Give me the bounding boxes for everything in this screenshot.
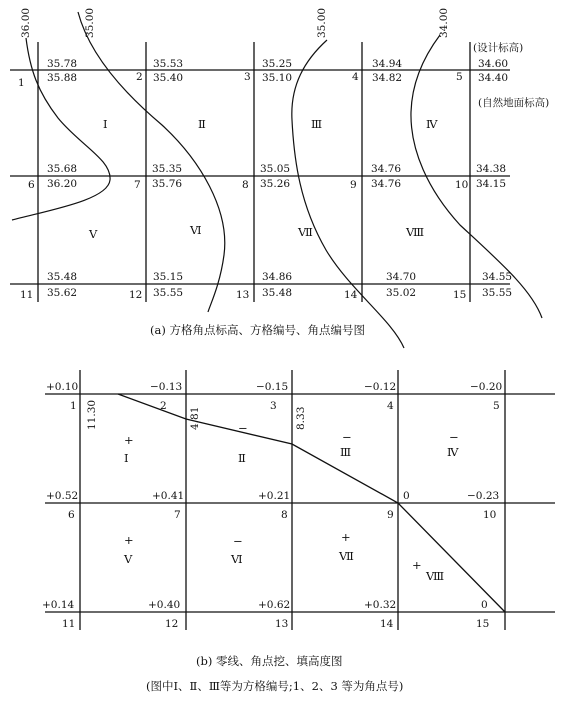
corner-height: −0.20 bbox=[470, 381, 503, 393]
corner-height: +0.40 bbox=[148, 599, 181, 611]
corner-number: 10 bbox=[455, 179, 469, 191]
contour-label: 36.00 bbox=[20, 7, 32, 38]
contour-label: 35.00 bbox=[84, 7, 96, 38]
corner-height: −0.23 bbox=[467, 490, 500, 502]
design-elevation: 35.48 bbox=[47, 271, 78, 283]
design-elevation: 34.76 bbox=[371, 163, 402, 175]
square-number: Ⅶ bbox=[298, 225, 313, 239]
corner-number: 10 bbox=[483, 509, 497, 521]
corner-number: 14 bbox=[380, 618, 394, 630]
corner-number: 2 bbox=[136, 71, 143, 83]
corner-number: 13 bbox=[236, 289, 250, 301]
corner-number: 2 bbox=[160, 400, 167, 412]
square-number: Ⅴ bbox=[89, 227, 98, 241]
square-number: Ⅰ bbox=[124, 451, 129, 465]
square-number: Ⅷ bbox=[426, 569, 445, 583]
corner-number: 13 bbox=[275, 618, 289, 630]
corner-number: 9 bbox=[387, 509, 394, 521]
natural-elevation: 35.88 bbox=[47, 72, 78, 84]
corner-number: 7 bbox=[174, 509, 181, 521]
design-elevation: 34.38 bbox=[476, 163, 507, 175]
corner-number: 4 bbox=[352, 71, 359, 83]
cut-fill-sign: + bbox=[124, 433, 134, 447]
contour-label: 34.00 bbox=[438, 7, 450, 38]
corner-height: +0.14 bbox=[42, 599, 75, 611]
corner-number: 6 bbox=[28, 179, 35, 191]
corner-height: +0.10 bbox=[46, 381, 79, 393]
cut-fill-sign: + bbox=[412, 558, 422, 572]
corner-height: +0.32 bbox=[364, 599, 397, 611]
square-number: Ⅰ bbox=[103, 117, 108, 131]
corner-number: 8 bbox=[242, 179, 249, 191]
natural-elevation: 34.40 bbox=[478, 72, 509, 84]
corner-number: 9 bbox=[350, 179, 357, 191]
corner-number: 3 bbox=[244, 71, 251, 83]
square-number: Ⅴ bbox=[124, 552, 133, 566]
design-elevation: 34.60 bbox=[478, 58, 509, 70]
corner-number: 1 bbox=[70, 400, 77, 412]
corner-height: +0.62 bbox=[258, 599, 291, 611]
corner-number: 11 bbox=[20, 289, 34, 301]
corner-height: 0 bbox=[481, 599, 488, 611]
natural-elevation: 35.02 bbox=[386, 287, 417, 299]
design-elevation: 35.78 bbox=[47, 58, 78, 70]
square-number: Ⅵ bbox=[231, 552, 243, 566]
corner-height: −0.12 bbox=[364, 381, 397, 393]
cut-fill-sign: − bbox=[238, 421, 248, 435]
natural-elevation: 35.62 bbox=[47, 287, 78, 299]
zero-point-distance: 8.33 bbox=[295, 406, 307, 430]
natural-elevation: 35.55 bbox=[153, 287, 184, 299]
cut-fill-sign: − bbox=[449, 430, 459, 444]
contour-line bbox=[78, 12, 225, 312]
zero-point-distance: 4.81 bbox=[189, 406, 201, 430]
bottom-squares bbox=[123, 421, 459, 583]
top-corner-elevations bbox=[47, 58, 512, 299]
corner-height: 0 bbox=[403, 490, 410, 502]
square-number: Ⅷ bbox=[406, 225, 425, 239]
corner-number: 14 bbox=[344, 289, 358, 301]
design-elevation: 34.94 bbox=[372, 58, 403, 70]
natural-elevation: 35.76 bbox=[152, 178, 183, 190]
corner-height: +0.52 bbox=[46, 490, 79, 502]
corner-number: 6 bbox=[68, 509, 75, 521]
natural-elevation: 35.48 bbox=[262, 287, 293, 299]
natural-elevation: 35.40 bbox=[153, 72, 184, 84]
corner-number: 11 bbox=[62, 618, 76, 630]
design-elevation: 34.55 bbox=[482, 271, 513, 283]
cut-fill-sign: + bbox=[124, 533, 134, 547]
contour-label: 35.00 bbox=[316, 7, 328, 38]
corner-height: +0.41 bbox=[152, 490, 185, 502]
square-number: Ⅳ bbox=[447, 445, 459, 459]
corner-number: 15 bbox=[476, 618, 490, 630]
cut-fill-sign: − bbox=[233, 534, 243, 548]
design-elevation: 35.35 bbox=[152, 163, 183, 175]
cut-fill-sign: − bbox=[342, 430, 352, 444]
corner-height: −0.13 bbox=[150, 381, 183, 393]
square-number: Ⅵ bbox=[190, 223, 202, 237]
square-number: Ⅲ bbox=[340, 445, 352, 459]
corner-number: 3 bbox=[270, 400, 277, 412]
corner-number: 5 bbox=[493, 400, 500, 412]
natural-elevation: 35.26 bbox=[260, 178, 291, 190]
square-number: Ⅲ bbox=[311, 117, 323, 131]
corner-number: 8 bbox=[281, 509, 288, 521]
natural-elevation: 34.15 bbox=[476, 178, 507, 190]
legend-design-elevation: (设计标高) bbox=[473, 42, 524, 54]
natural-elevation: 35.55 bbox=[482, 287, 513, 299]
design-elevation: 35.53 bbox=[153, 58, 184, 70]
natural-elevation: 34.76 bbox=[371, 178, 402, 190]
design-elevation: 35.25 bbox=[262, 58, 293, 70]
natural-elevation: 34.82 bbox=[372, 72, 403, 84]
corner-number: 7 bbox=[134, 179, 141, 191]
square-number: Ⅱ bbox=[198, 117, 206, 131]
design-elevation: 34.70 bbox=[386, 271, 417, 283]
caption-b: (b) 零线、角点挖、填高度图 bbox=[196, 654, 343, 668]
corner-number: 15 bbox=[453, 289, 467, 301]
corner-number: 12 bbox=[129, 289, 143, 301]
design-elevation: 34.86 bbox=[262, 271, 293, 283]
corner-height: +0.21 bbox=[258, 490, 291, 502]
zero-point-distance: 11.30 bbox=[86, 399, 98, 430]
design-elevation: 35.68 bbox=[47, 163, 78, 175]
caption-note: (图中Ⅰ、Ⅱ、Ⅲ等为方格编号;1、2、3 等为角点号) bbox=[146, 679, 404, 693]
square-number: Ⅱ bbox=[238, 451, 246, 465]
square-number: Ⅶ bbox=[339, 549, 354, 563]
corner-number: 5 bbox=[456, 71, 463, 83]
design-elevation: 35.15 bbox=[153, 271, 184, 283]
corner-number: 4 bbox=[387, 400, 394, 412]
caption-a: (a) 方格角点标高、方格编号、角点编号图 bbox=[150, 323, 365, 337]
corner-height: −0.15 bbox=[256, 381, 289, 393]
natural-elevation: 35.10 bbox=[262, 72, 293, 84]
corner-number: 12 bbox=[165, 618, 179, 630]
square-number: Ⅳ bbox=[426, 117, 438, 131]
natural-elevation: 36.20 bbox=[47, 178, 78, 190]
design-elevation: 35.05 bbox=[260, 163, 291, 175]
contour-line bbox=[292, 40, 404, 348]
cut-fill-sign: + bbox=[341, 530, 351, 544]
corner-number: 1 bbox=[18, 77, 25, 89]
legend-natural-elevation: (自然地面标高) bbox=[478, 97, 550, 109]
